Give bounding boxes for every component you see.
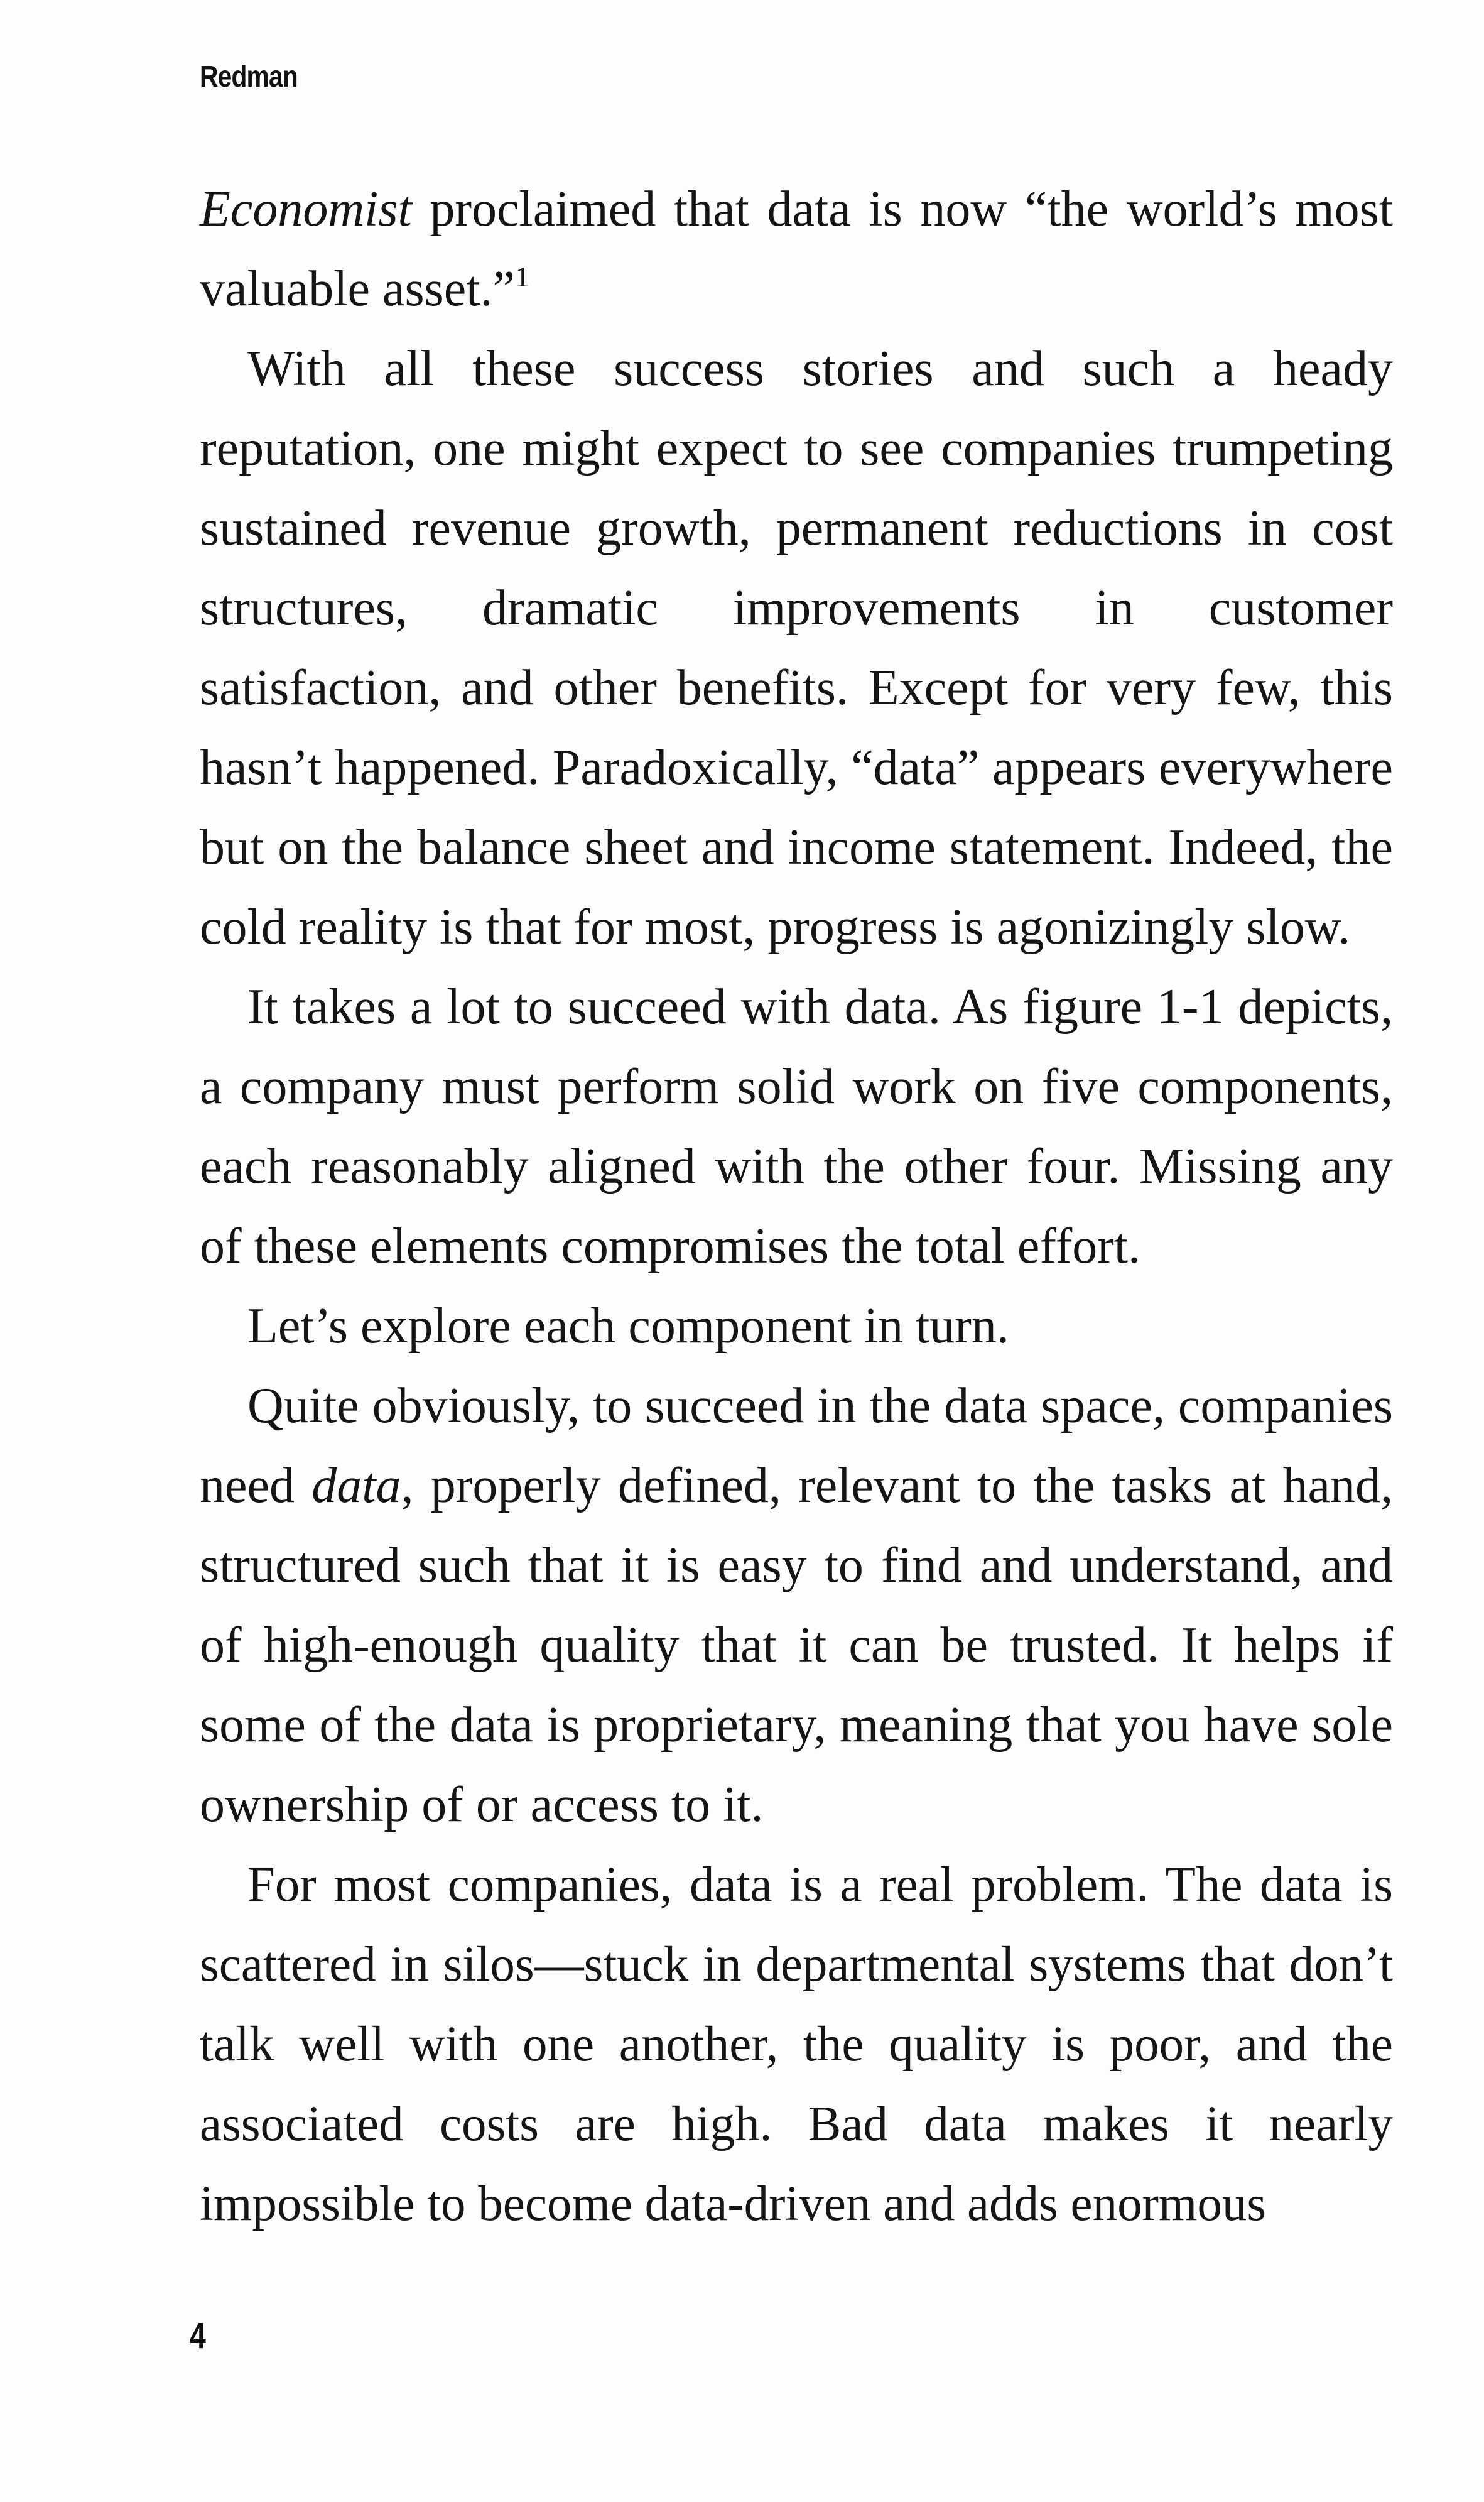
paragraph-text: , properly defined, relevant to the tasks at hand, structured such that it is easy to find and understand, and of high-enough quality that it can be trusted. It helps if some of the data is proprietary, meaning that you have sole ownership of or access to it. [200, 1458, 1394, 1832]
paragraph [200, 329, 1393, 967]
paragraph-continued [200, 170, 1393, 329]
paragraph [200, 1286, 1393, 1366]
italic-title: Economist [200, 182, 412, 237]
running-head: Redman [200, 60, 298, 94]
body-text [200, 170, 1393, 2244]
paragraph-text: Quite obviously, to succeed in the data space, companies need [200, 1378, 1393, 1513]
paragraph [200, 1845, 1393, 2244]
page-number: 4 [190, 2315, 206, 2356]
paragraph-text: It takes a lot to succeed with data. As figure 1-1 depicts, a company must perform solid work on five components, each reasonably aligned with the other four. Missing any of these elements compromises the total effort. [200, 979, 1393, 1274]
paragraph-text: proclaimed that data is now “the world’s most valuable asset.” [200, 182, 1393, 317]
paragraph-text: With all these success stories and such a heady reputation, one might expect to see companies trumpeting sustained revenue growth, permanent reductions in cost structures, dramatic improvements in customer satisfaction, and other benefits. Except for very few, this hasn’t happened. Paradoxically, “data” appears everywhere but on the balance sheet and income statement. Indeed, the cold reality is that for most, progress is agonizingly slow. [200, 341, 1393, 955]
italic-word: data [311, 1458, 401, 1513]
paragraph-text: Let’s explore each component in turn. [247, 1298, 1009, 1354]
paragraph-text: For most companies, data is a real problem. The data is scattered in silos—stuck in departmental systems that don’t talk well with one another, the quality is poor, and the associated costs are high. Bad data makes it nearly impossible to become data-driven and adds enormous [200, 1857, 1393, 2231]
paragraph [200, 1366, 1393, 1845]
footnote-marker[interactable]: 1 [515, 261, 529, 293]
paragraph [200, 967, 1393, 1286]
